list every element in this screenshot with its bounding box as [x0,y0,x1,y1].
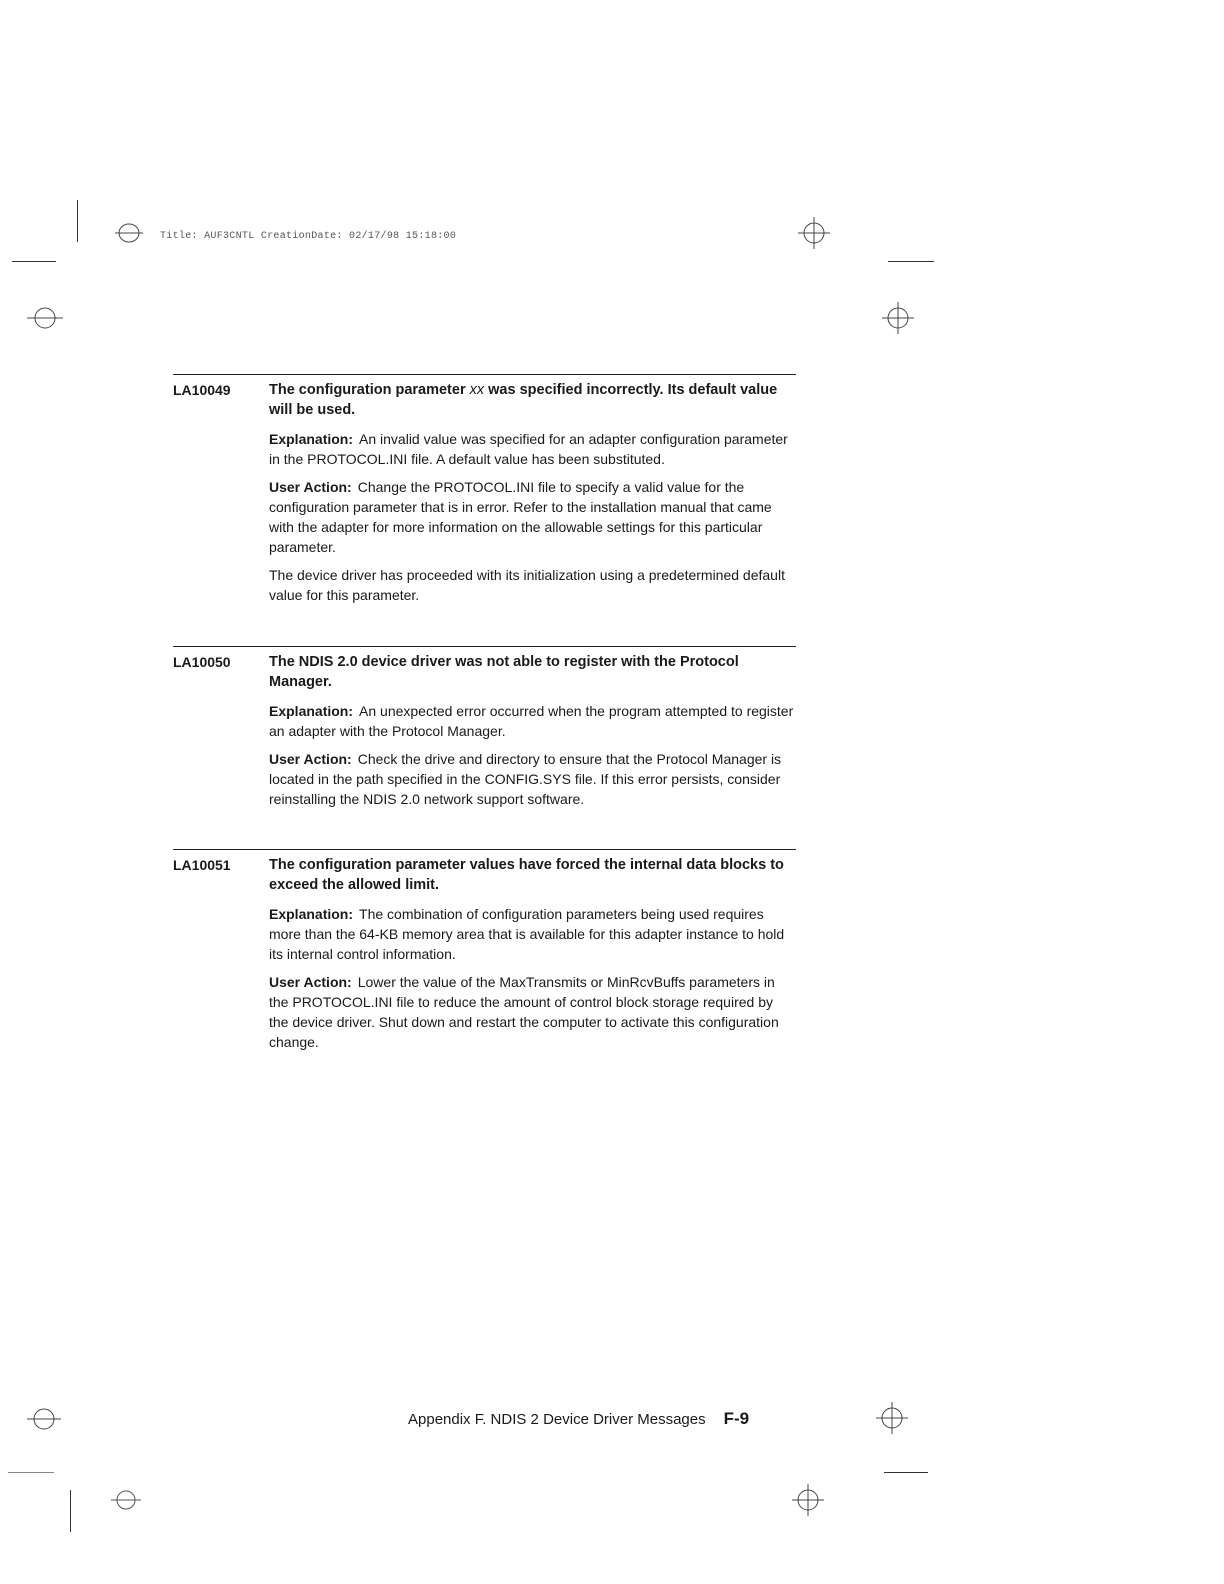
crop-mark-left-lower [8,1472,54,1473]
section-rule [173,849,796,850]
registration-mark-icon [26,305,64,331]
explanation-label: Explanation: [269,703,354,719]
registration-mark-icon [797,216,831,250]
user-action-paragraph [269,749,796,809]
user-action-paragraph [269,477,796,557]
registration-mark-icon [26,1406,62,1432]
crop-mark-left-upper [12,261,56,262]
user-action-text: Check the drive and directory to ensure that the Protocol Manager is located in the path specified in the CONFIG.SYS file. If this error persists, consider reinstalling the NDIS 2.0 network support software. [269,751,782,807]
crop-mark-right-upper [888,261,934,262]
message-id: LA10049 [173,382,231,398]
user-action-paragraph [269,972,796,1052]
registration-mark-icon [874,1400,910,1436]
explanation-text: An unexpected error occurred when the program attempted to register an adapter with the Protocol Manager. [269,703,794,739]
registration-mark-icon [880,300,916,336]
title-part: The configuration parameter [269,382,470,398]
note-paragraph: The device driver has proceeded with its initialization using a predetermined default value for this parameter. [269,567,785,603]
user-action-text: Lower the value of the MaxTransmits or MinRcvBuffs parameters in the PROTOCOL.INI file to reduce the amount of control block storage required by the device driver. Shut down and restart the computer to activate this configuration change. [269,974,779,1050]
title-part: was specified incorrectly. Its default value will be used. [269,382,778,418]
user-action-text: Change the PROTOCOL.INI file to specify a valid value for the configuration parameter that is in error. Refer to the installation manual that came with the adapter for more information on the allowable settings for this particular parameter. [269,479,772,555]
message-body [269,652,796,817]
message-body [269,855,796,1060]
footer-text: Appendix F. NDIS 2 Device Driver Messages [408,1411,706,1428]
message-id: LA10051 [173,857,231,873]
crop-mark-bottom-left [70,1490,71,1532]
message-title: The NDIS 2.0 device driver was not able to register with the Protocol Manager. [269,654,739,690]
section-rule [173,646,796,647]
explanation-paragraph [269,429,796,469]
explanation-text: The combination of configuration parameters being used requires more than the 64-KB memory area that is available for this adapter instance to hold its internal control information. [269,906,785,962]
message-body [269,380,796,613]
explanation-paragraph [269,701,796,741]
message-title [269,380,796,420]
creation-stamp: Title: AUF3CNTL CreationDate: 02/17/98 15:18:00 [160,231,457,242]
explanation-paragraph [269,904,796,964]
message-title: The configuration parameter values have forced the internal data blocks to exceed the allowed limit. [269,857,784,893]
user-action-label: User Action: [269,974,352,990]
explanation-label: Explanation: [269,431,354,447]
explanation-label: Explanation: [269,906,354,922]
title-variable: xx [469,382,485,398]
registration-mark-icon [114,222,144,244]
message-id: LA10050 [173,654,231,670]
crop-mark-right-lower [884,1472,928,1473]
page-footer [408,1409,796,1430]
registration-mark-icon [790,1482,826,1518]
crop-mark-top-left [77,200,78,242]
user-action-label: User Action: [269,751,352,767]
page-number: F-9 [723,1409,750,1428]
explanation-text: An invalid value was specified for an adapter configuration parameter in the PROTOCOL.INI file. A default value has been substituted. [269,431,788,467]
registration-mark-icon [110,1488,142,1512]
user-action-label: User Action: [269,479,352,495]
section-rule [173,374,796,375]
